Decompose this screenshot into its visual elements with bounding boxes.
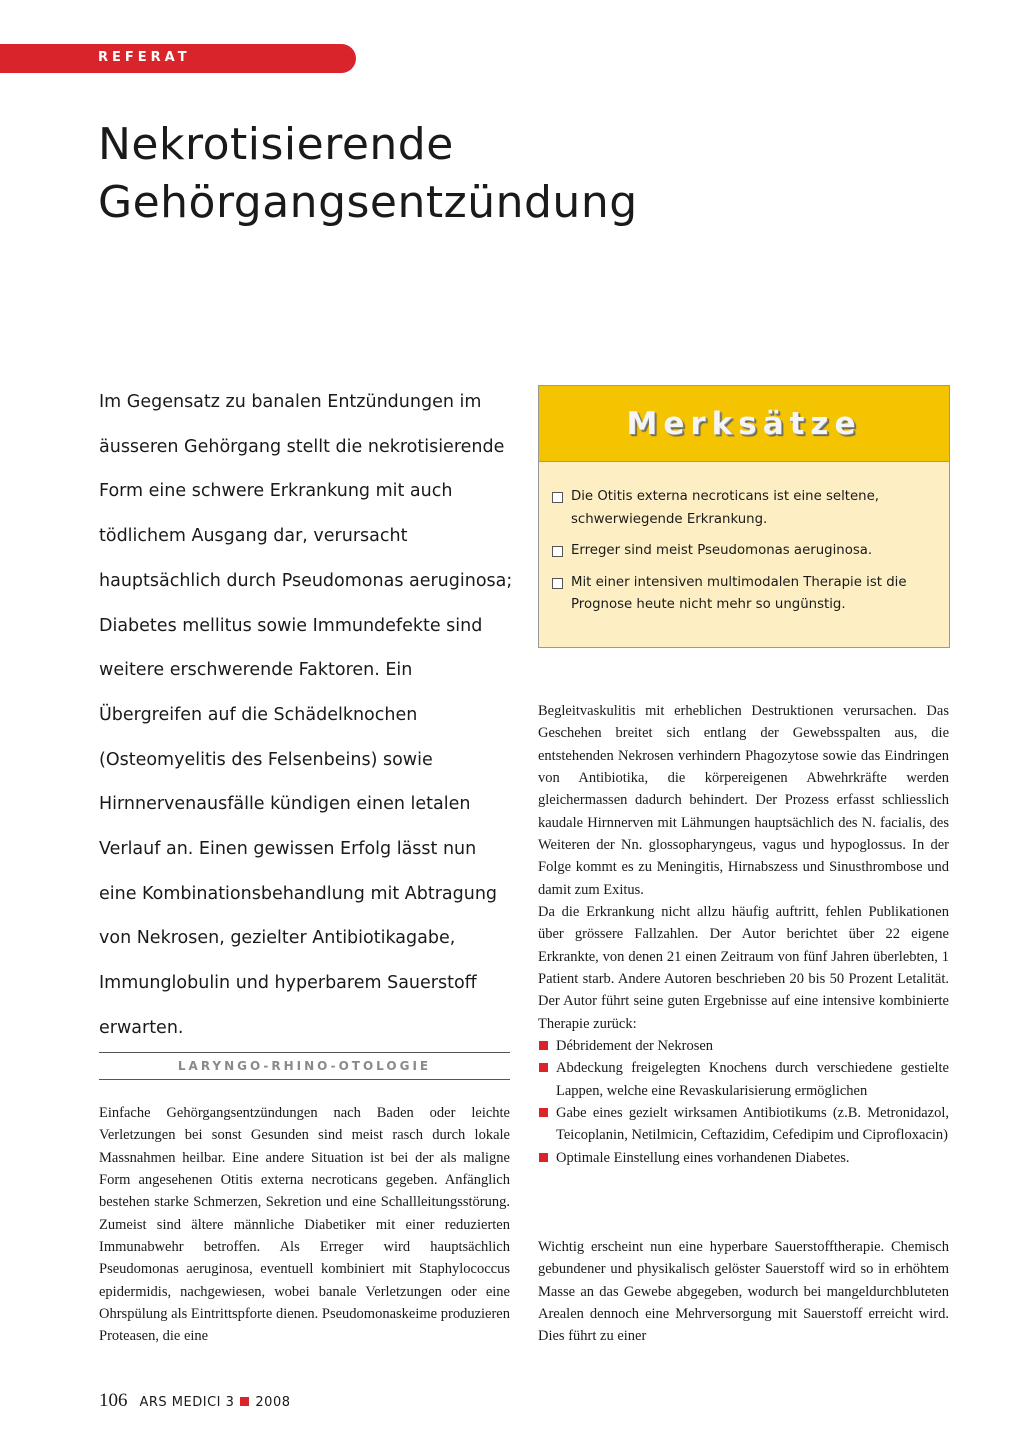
key-points-box [538, 385, 950, 648]
key-point-item [551, 540, 929, 563]
key-point-text: Mit einer intensiven multimodalen Therapie ist die Prognose heute nicht mehr so ungünstig. [571, 574, 907, 612]
key-points-list [539, 462, 949, 617]
key-point-text: Erreger sind meist Pseudomonas aeruginosa. [571, 543, 873, 558]
journal-name: ARS MEDICI 3 [139, 1395, 235, 1410]
therapy-list-item [538, 1102, 949, 1147]
section-label: REFERAT [98, 50, 191, 65]
key-point-item [551, 572, 929, 617]
checkbox-icon [552, 578, 563, 589]
article-title [98, 116, 638, 232]
key-points-header [539, 386, 949, 462]
key-point-item [551, 486, 929, 531]
therapy-list [538, 1035, 949, 1169]
therapy-item-text: Gabe eines gezielt wirksamen Antibiotikums (z.B. Metronidazol, Teicoplanin, Netilmicin, Ceftazidim, Cefedipim und Ciprofloxacin) [556, 1105, 949, 1144]
therapy-item-text: Abdeckung freigelegten Knochens durch verschiedene gestielte Lappen, welche eine Revaskularisierung ermöglichen [556, 1060, 949, 1099]
therapy-item-text: Débridement der Nekrosen [556, 1038, 714, 1054]
therapy-list-item [538, 1147, 949, 1169]
key-point-text: Die Otitis externa necroticans ist eine seltene, schwerwiegende Erkrankung. [571, 489, 880, 527]
right-column-paragraph-3: Wichtig erscheint nun eine hyperbare Sauerstofftherapie. Chemisch gebundener und physikalisch gelöster Sauerstoff wird so in erhöhtem Masse an das Gewebe abgegeben, wodurch bei mangeldurchbluteten Arealen dennoch eine Mehrversorgung mit Sauerstoff erreicht wird. Dies führt zu einer [538, 1239, 949, 1345]
publication-year: 2008 [255, 1395, 291, 1410]
left-column-text: Einfache Gehörgangsentzündungen nach Baden oder leichte Verletzungen bei sonst Gesunden sind meist rasch durch lokale Massnahmen heilbar. Eine andere Situation ist bei der als maligne Form angesehenen Otitis externa necroticans gegeben. Anfänglich bestehen starke Schmerzen, Sekretion und eine Schallleitungsstörung. Zumeist sind ältere männliche Diabetiker mit einer reduzierten Immunabwehr betroffen. Als Erreger wird hauptsächlich Pseudomonas aeruginosa, eventuell kombiniert mit Staphylococcus epidermidis, nachgewiesen, wobei banale Verletzungen oder eine Ohrspülung als Eintrittspforte dienen. Pseudomonaskeime produzieren Proteasen, die eine [99, 1105, 510, 1345]
checkbox-icon [552, 492, 563, 503]
right-column-paragraph-2: Da die Erkrankung nicht allzu häufig auftritt, fehlen Publikationen über grössere Fallzahlen. Der Autor berichtet über 22 eigene Erkrankte, von denen 21 einen Zeitraum von fünf Jahren überlebten, 1 Patient starb. Andere Autoren beschrieben 20 bis 50 Prozent Letalität. Der Autor führt seine guten Ergebnisse auf eine intensive kombinierte Therapie zurück: [538, 904, 949, 1032]
red-square-bullet-icon [539, 1063, 548, 1072]
article-title-line-2: Gehörgangsentzündung [98, 177, 638, 228]
source-heading: LARYNGO-RHINO-OTOLOGIE [99, 1052, 510, 1080]
page-footer [99, 1390, 291, 1412]
red-square-bullet-icon [539, 1108, 548, 1117]
section-header-bar [0, 44, 356, 73]
article-title-line-1: Nekrotisierende [98, 119, 454, 170]
therapy-list-item [538, 1057, 949, 1102]
right-column-paragraph-1: Begleitvaskulitis mit erheblichen Destruktionen verursachen. Das Geschehen breitet sich entlang der Gewebsspalten aus, die entstehenden Nekrosen verhindern Phagozytose sowie das Eindringen von Antibiotika, die körpereigenen Abwehrkräfte werden gleichermassen dadurch behindert. Der Prozess erfasst schliesslich kaudale Hirnnerven mit Lähmungen hauptsächlich des N. facialis, des Weiteren der Nn. glossopharyngeus, vagus und hypoglossus. In der Folge kommt es zu Meningitis, Hirnabszess und Sinusthrombose und damit zum Exitus. [538, 703, 949, 898]
red-square-icon [240, 1397, 249, 1406]
key-points-title: Merksätze [626, 405, 862, 442]
red-square-bullet-icon [539, 1041, 548, 1050]
therapy-list-item [538, 1035, 949, 1057]
lead-paragraph: Im Gegensatz zu banalen Entzündungen im äusseren Gehörgang stellt die nekrotisierende Form eine schwere Erkrankung mit auch tödlichem Ausgang dar, verursacht hauptsächlich durch Pseudomonas aeruginosa; Diabetes mellitus sowie Immundefekte sind weitere erschwerende Faktoren. Ein Übergreifen auf die Schädelknochen (Osteomyelitis des Felsenbeins) sowie Hirnnervenausfälle kündigen einen letalen Verlauf an. Einen gewissen Erfolg lässt nun eine Kombinationsbehandlung mit Abtragung von Nekrosen, gezielter Antibiotikagabe, Immunglobulin und hyperbarem Sauerstoff erwarten. [99, 392, 513, 1038]
checkbox-icon [552, 546, 563, 557]
red-square-bullet-icon [539, 1153, 548, 1162]
therapy-item-text: Optimale Einstellung eines vorhandenen Diabetes. [556, 1149, 850, 1166]
page-number: 106 [99, 1390, 128, 1411]
